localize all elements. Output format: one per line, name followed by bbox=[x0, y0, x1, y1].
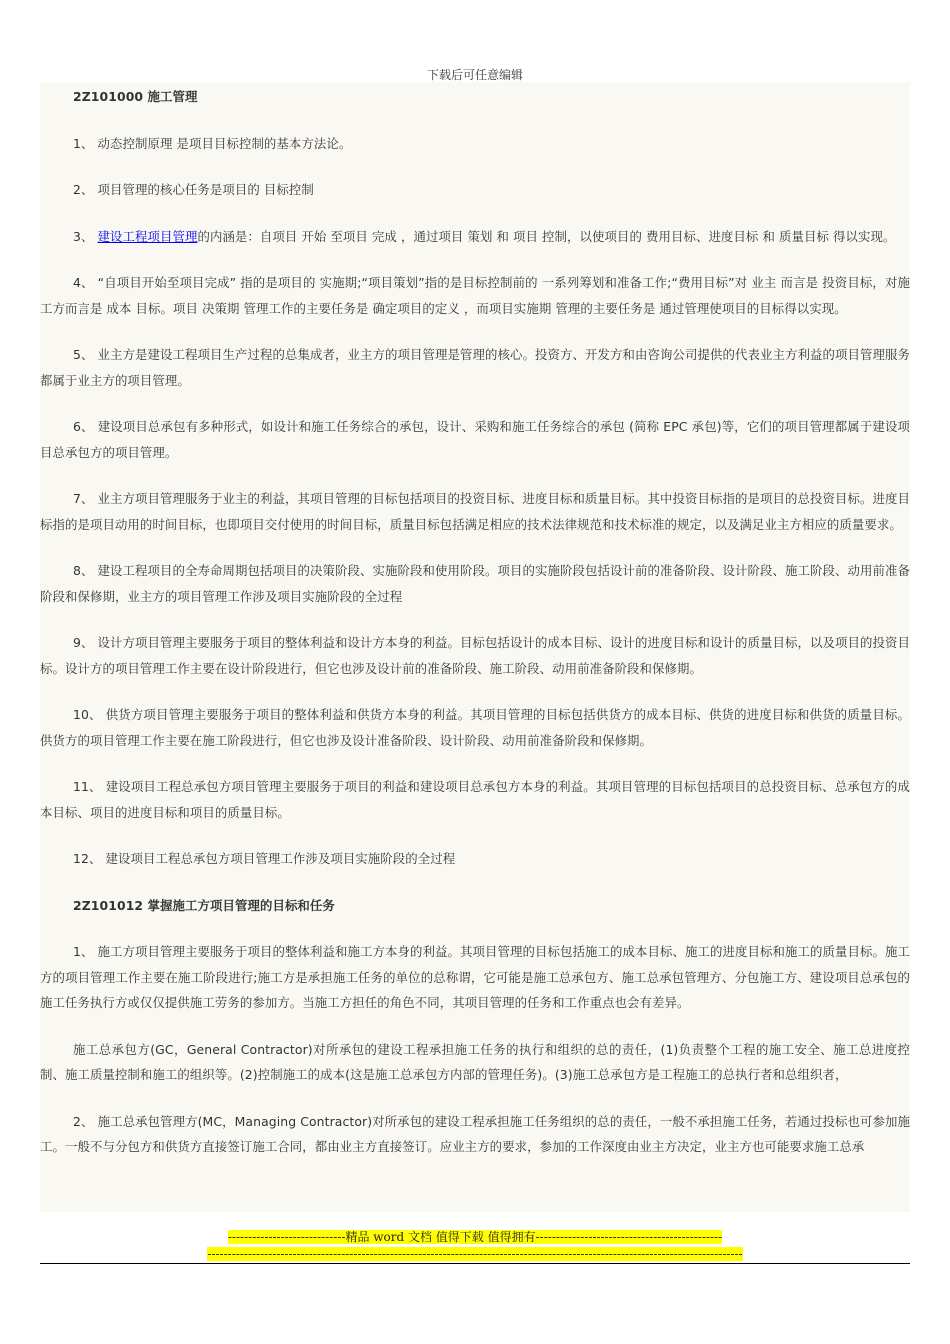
page-header: 下载后可任意编辑 bbox=[426, 68, 523, 82]
paragraph: 9、 设计方项目管理主要服务于项目的整体利益和设计方本身的利益。目标包括设计的成本目标、设计的进度目标和设计的质量目标，以及项目的投资目标。设计方的项目管理工作主要在设计阶段进行，但它也涉及设计前的准备阶段、施工阶段、动用前准备阶段和保修期。 bbox=[40, 635, 910, 676]
section-heading: 2Z101012 掌握施工方项目管理的目标和任务 bbox=[73, 897, 335, 913]
paragraph: 1、 施工方项目管理主要服务于项目的整体利益和施工方本身的利益。其项目管理的目标包括施工的成本目标、施工的进度目标和施工的质量目标。施工方的项目管理工作主要在施工阶段进行;施工方是承担施工任务的单位的总称谓，它可能是施工总承包方、施工总承包管理方、分包施工方、建设项目总承包的施工任务执行方或仅仅提供施工劳务的参加方。当施工方担任的角色不同，其项目管理的任务和工作重点也会有差异。 bbox=[40, 944, 910, 1010]
footer-divider bbox=[40, 1263, 910, 1264]
footer-banner-line-1 bbox=[0, 1229, 950, 1245]
paragraph: 7、 业主方项目管理服务于业主的利益，其项目管理的目标包括项目的投资目标、进度目标和质量目标。其中投资目标指的是项目的总投资目标。进度目标指的是项目动用的时间目标，也即项目交付使用的时间目标，质量目标包括满足相应的技术法律规范和技术标准的规定，以及满足业主方相应的质量要求。 bbox=[40, 491, 910, 532]
paragraph: 8、 建设工程项目的全寿命周期包括项目的决策阶段、实施阶段和使用阶段。项目的实施阶段包括设计前的准备阶段、设计阶段、施工阶段、动用前准备阶段和保修期，业主方的项目管理工作涉及项目实施阶段的全过程 bbox=[40, 563, 910, 604]
paragraph: 6、 建设项目总承包有多种形式，如设计和施工任务综合的承包，设计、采购和施工任务综合的承包 (简称 EPC 承包)等，它们的项目管理都属于建设项目总承包方的项目管理。 bbox=[40, 419, 910, 460]
paragraph: 5、 业主方是建设工程项目生产过程的总集成者，业主方的项目管理是管理的核心。投资方、开发方和由咨询公司提供的代表业主方利益的项目管理服务都属于业主方的项目管理。 bbox=[40, 347, 910, 388]
footer-banner-line-2 bbox=[0, 1246, 950, 1262]
paragraph: 1、 动态控制原理 是项目目标控制的基本方法论。 bbox=[73, 135, 352, 151]
paragraph: 2、 项目管理的核心任务是项目的 目标控制 bbox=[73, 182, 314, 197]
footer-banner-text: -----------------------------精品 word 文档 值得下载 值得拥有---------------------------------------------- bbox=[227, 1230, 723, 1244]
footer-banner-dashes: ------------------------------------------------------------------------------------------------------------------------------------ bbox=[207, 1247, 743, 1261]
paragraph: 2、 施工总承包管理方(MC，Managing Contractor)对所承包的建设工程承担施工任务组织的总的责任，一般不承担施工任务，若通过投标也可参加施工。一般不与分包方和供货方直接签订施工合同，都由业主方直接签订。应业主方的要求，参加的工作深度由业主方决定，业主方也可能要求施工总承 bbox=[40, 1113, 910, 1154]
paragraph: 11、 建设项目工程总承包方项目管理主要服务于项目的利益和建设项目总承包方本身的利益。其项目管理的目标包括项目的总投资目标、总承包方的成本目标、项目的进度目标和项目的质量目标。 bbox=[40, 779, 910, 820]
paragraph: 施工总承包方(GC，General Contractor)对所承包的建设工程承担施工任务的执行和组织的总的责任，(1)负责整个工程的施工安全、施工总进度控制、施工质量控制和施工的组织等。(2)控制施工的成本(这是施工总承包方内部的管理任务)。(3)施工总承包方是工程施工的总执行者和总组织者， bbox=[40, 1041, 910, 1082]
project-management-link[interactable]: 建设工程项目管理 bbox=[97, 228, 198, 244]
paragraph: 10、 供货方项目管理主要服务于项目的整体利益和供货方本身的利益。其项目管理的目标包括供货方的成本目标、供货的进度目标和供货的质量目标。供货方的项目管理工作主要在施工阶段进行，但它也涉及设计准备阶段、设计阶段、动用前准备阶段和保修期。 bbox=[40, 707, 910, 748]
paragraph-prefix: 3、 bbox=[73, 228, 98, 244]
section-heading: 2Z101000 施工管理 bbox=[73, 89, 198, 104]
paragraph: 4、 “自项目开始至项目完成” 指的是项目的 实施期;“项目策划”指的是目标控制前的 一系列筹划和准备工作;“费用目标”对 业主 而言是 投资目标，对施工方而言是 成本 目标。项目 决策期 管理工作的主要任务是 确定项目的定义 ，而项目实施期 管理的主要任务是 通过管理使项目的目标得以实现。 bbox=[40, 275, 910, 316]
paragraph bbox=[40, 224, 910, 250]
document-body bbox=[40, 82, 910, 1212]
paragraph: 12、 建设项目工程总承包方项目管理工作涉及项目实施阶段的全过程 bbox=[73, 851, 456, 866]
paragraph-suffix: 的内涵是：自项目 开始 至项目 完成 ，通过项目 策划 和 项目 控制，以使项目的 费用目标、进度目标 和 质量目标 得以实现。 bbox=[197, 228, 896, 244]
